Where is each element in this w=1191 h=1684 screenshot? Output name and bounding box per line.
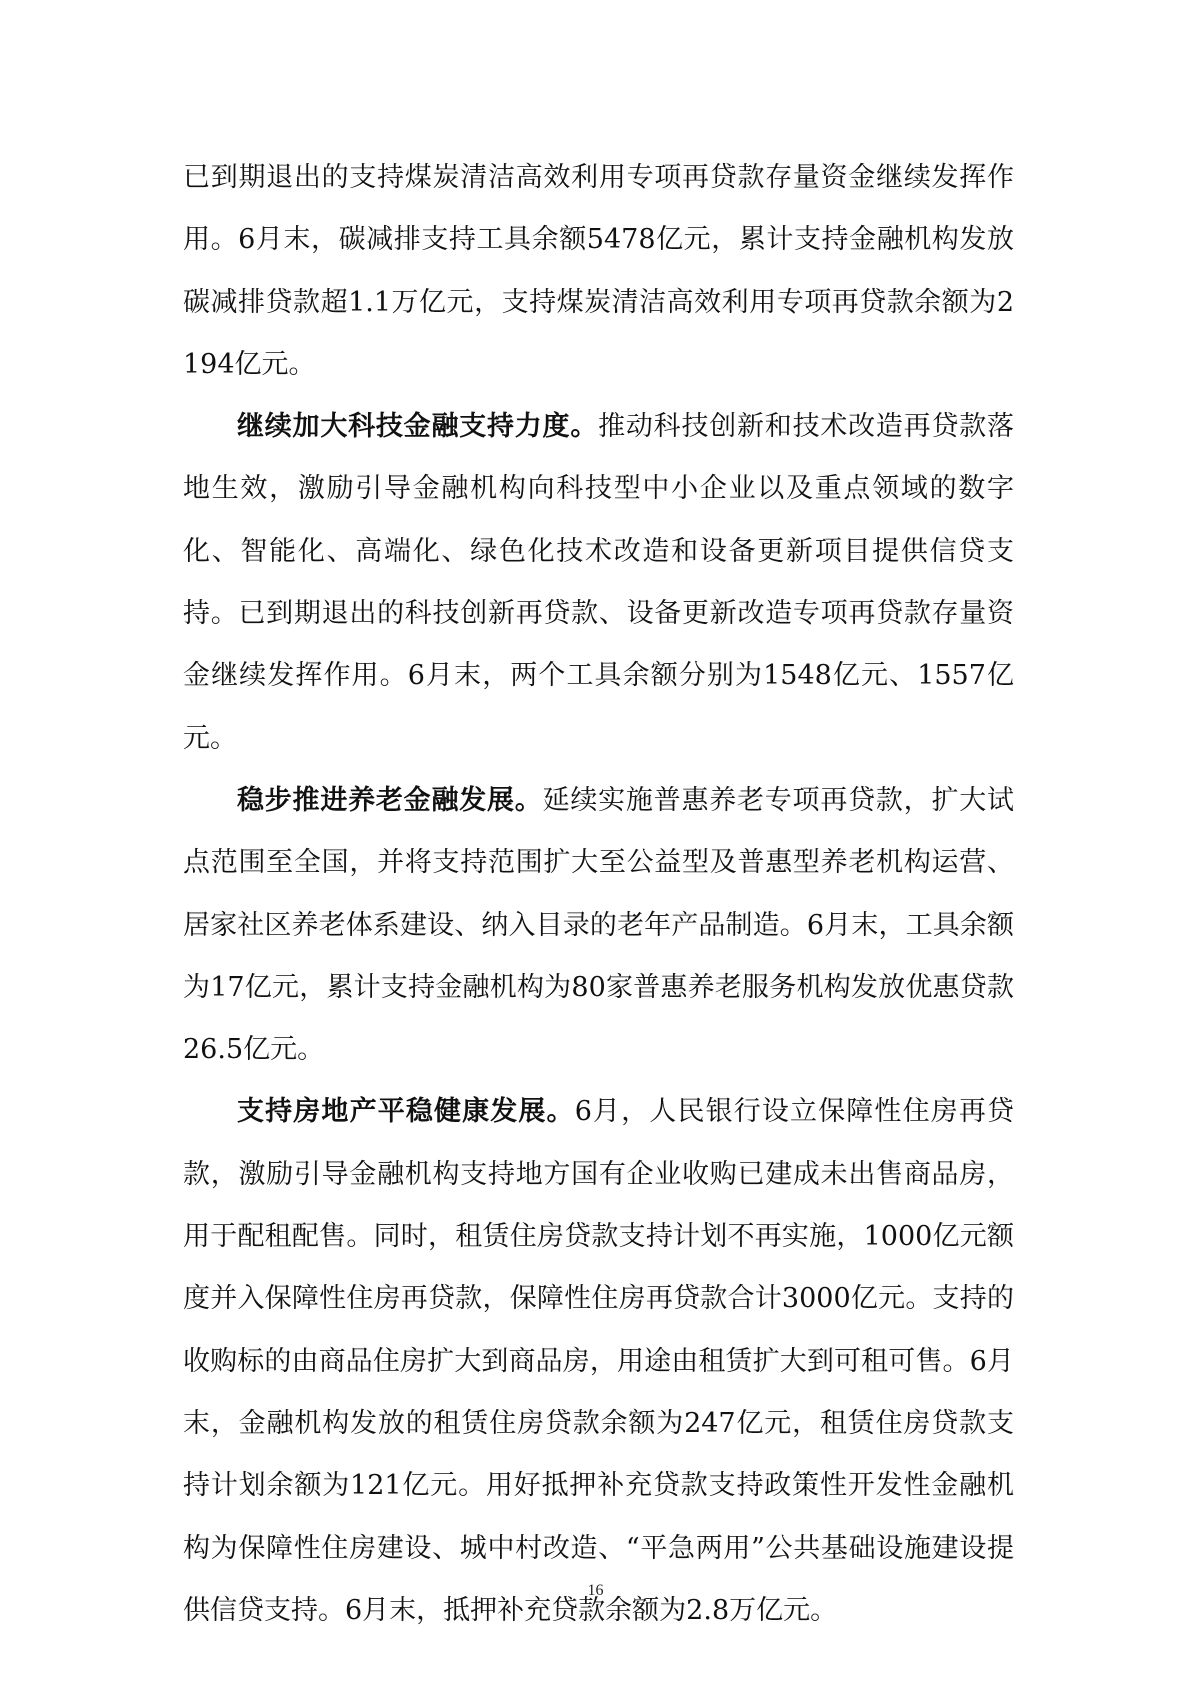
paragraph-2-heading: 继续加大科技金融支持力度。 bbox=[237, 411, 599, 443]
page-number: 16 bbox=[587, 1582, 604, 1599]
paragraph-continuation bbox=[183, 147, 1014, 396]
body-text bbox=[183, 147, 1014, 1642]
paragraph-tech-finance bbox=[183, 396, 1014, 770]
paragraph-elderly-finance bbox=[183, 770, 1014, 1081]
paragraph-real-estate bbox=[183, 1081, 1014, 1642]
paragraph-1-text: 已到期退出的支持煤炭清洁高效利用专项再贷款存量资金继续发挥作用。6月末，碳减排支持工具余额5478亿元，累计支持金融机构发放碳减排贷款超1.1万亿元，支持煤炭清洁高效利用专项再贷款余额为2194亿元。 bbox=[183, 162, 1014, 380]
paragraph-2-text: 推动科技创新和技术改造再贷款落地生效，激励引导金融机构向科技型中小企业以及重点领域的数字化、智能化、高端化、绿色化技术改造和设备更新项目提供信贷支持。已到期退出的科技创新再贷款、设备更新改造专项再贷款存量资金继续发挥作用。6月末，两个工具余额分别为1548亿元、1557亿元。 bbox=[183, 411, 1015, 754]
paragraph-3-text: 延续实施普惠养老专项再贷款，扩大试点范围至全国，并将支持范围扩大至公益型及普惠型养老机构运营、居家社区养老体系建设、纳入目录的老年产品制造。6月末，工具余额为17亿元，累计支持金融机构为80家普惠养老服务机构发放优惠贷款26.5亿元。 bbox=[183, 784, 1015, 1066]
paragraph-4-heading: 支持房地产平稳健康发展。 bbox=[237, 1096, 575, 1128]
paragraph-3-heading: 稳步推进养老金融发展。 bbox=[237, 784, 543, 816]
paragraph-4-text: 6月，人民银行设立保障性住房再贷款，激励引导金融机构支持地方国有企业收购已建成未出售商品房，用于配租配售。同时，租赁住房贷款支持计划不再实施，1000亿元额度并入保障性住房再贷款，保障性住房再贷款合计3000亿元。支持的收购标的由商品住房扩大到商品房，用途由租赁扩大到可租可售。6月末，金融机构发放的租赁住房贷款余额为247亿元，租赁住房贷款支持计划余额为121亿元。用好抵押补充贷款支持政策性开发性金融机构为保障性住房建设、城中村改造、“平急两用”公共基础设施建设提供信贷支持。6月末，抵押补充贷款余额为2.8万亿元。 bbox=[183, 1096, 1014, 1626]
